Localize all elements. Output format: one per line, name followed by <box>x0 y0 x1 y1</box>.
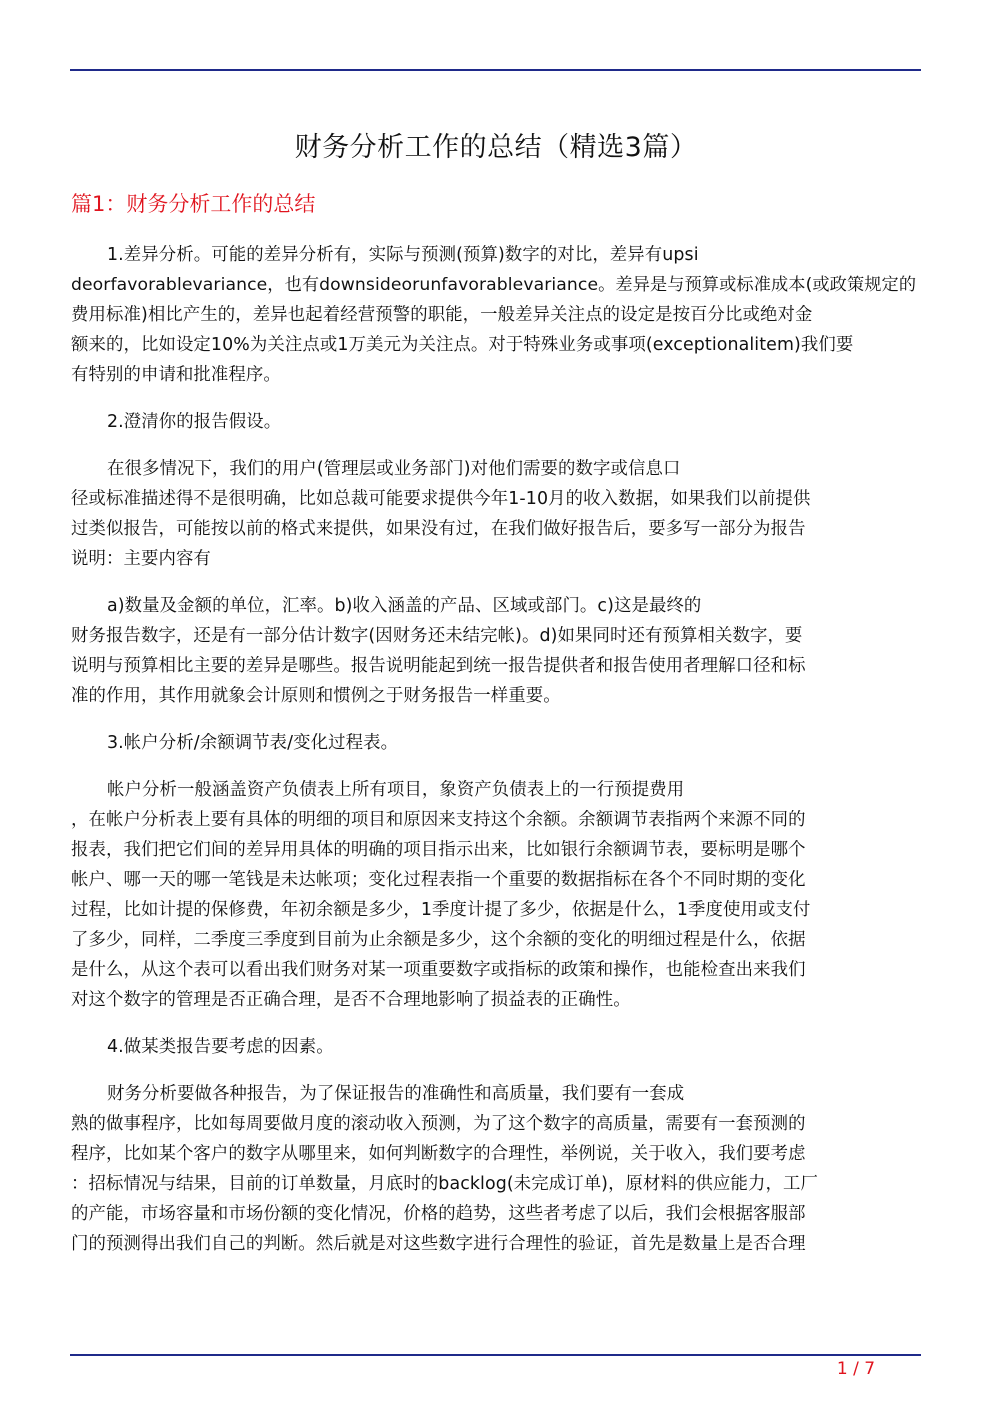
document-title: 财务分析工作的总结（精选3篇） <box>294 132 698 163</box>
paragraph-line: 过类似报告，可能按以前的格式来提供，如果没有过，在我们做好报告后，要多写一部分为报告 <box>71 519 806 539</box>
paragraph-line: 1.差异分析。可能的差异分析有，实际与预测(预算)数字的对比，差异有upsi <box>107 245 699 265</box>
paragraph-report-factors-heading <box>71 1032 921 1062</box>
paragraph-line: 程序，比如某个客户的数字从哪里来，如何判断数字的合理性，举例说，关于收入，我们要考虑 <box>71 1144 806 1164</box>
paragraph-line: 过程，比如计提的保修费，年初余额是多少，1季度计提了多少，依据是什么，1季度使用或支付 <box>71 900 811 920</box>
paragraph-report-factors <box>71 1079 921 1259</box>
paragraph-line: a)数量及金额的单位，汇率。b)收入涵盖的产品、区域或部门。c)这是最终的 <box>107 596 702 616</box>
paragraph-account-analysis-heading <box>71 728 921 758</box>
paragraph-line: deorfavorablevariance，也有downsideorunfavorablevariance。差异是与预算或标准成本(或政策规定的 <box>71 275 917 295</box>
paragraph-line: 4.做某类报告要考虑的因素。 <box>107 1037 334 1057</box>
paragraph-line: 在很多情况下，我们的用户(管理层或业务部门)对他们需要的数字或信息口 <box>107 459 681 479</box>
document-body <box>71 240 921 1276</box>
paragraph-line: 帐户、哪一天的哪一笔钱是未达帐项；变化过程表指一个重要的数据指标在各个不同时期的变化 <box>71 870 806 890</box>
paragraph-line: 2.澄清你的报告假设。 <box>107 412 282 432</box>
paragraph-line: 说明：主要内容有 <box>71 549 211 569</box>
paragraph-line: 帐户分析一般涵盖资产负债表上所有项目，象资产负债表上的一行预提费用 <box>107 780 685 800</box>
paragraph-line: 门的预测得出我们自己的判断。然后就是对这些数字进行合理性的验证，首先是数量上是否合理 <box>71 1234 806 1254</box>
footer-rule <box>70 1354 921 1356</box>
section-heading: 篇1：财务分析工作的总结 <box>71 192 316 216</box>
paragraph-line: 说明与预算相比主要的差异是哪些。报告说明能起到统一报告提供者和报告使用者理解口径和标 <box>71 656 806 676</box>
paragraph-line: 准的作用，其作用就象会计原则和惯例之于财务报告一样重要。 <box>71 686 561 706</box>
paragraph-line: 的产能，市场容量和市场份额的变化情况，价格的趋势，这些者考虑了以后，我们会根据客服部 <box>71 1204 806 1224</box>
paragraph-user-requirements <box>71 454 921 574</box>
paragraph-line: 对这个数字的管理是否正确合理，是否不合理地影响了损益表的正确性。 <box>71 990 631 1010</box>
header-rule <box>70 69 921 71</box>
paragraph-variance-analysis <box>71 240 921 390</box>
paragraph-line: ，在帐户分析表上要有具体的明细的项目和原因来支持这个余额。余额调节表指两个来源不同的 <box>71 810 806 830</box>
paragraph-line: 额来的，比如设定10%为关注点或1万美元为关注点。对于特殊业务或事项(exceptionalitem)我们要 <box>71 335 854 355</box>
paragraph-line: 财务分析要做各种报告，为了保证报告的准确性和高质量，我们要有一套成 <box>107 1084 685 1104</box>
paragraph-line: 财务报告数字，还是有一部分估计数字(因财务还未结完帐)。d)如果同时还有预算相关数字，要 <box>71 626 803 646</box>
paragraph-report-notes <box>71 591 921 711</box>
page-number: 1 / 7 <box>836 1359 876 1379</box>
paragraph-line: ：招标情况与结果，目前的订单数量，月底时的backlog(未完成订单)，原材料的供应能力，工厂 <box>71 1174 818 1194</box>
paragraph-line: 了多少，同样，二季度三季度到目前为止余额是多少，这个余额的变化的明细过程是什么，依据 <box>71 930 806 950</box>
paragraph-report-assumptions <box>71 407 921 437</box>
paragraph-line: 报表，我们把它们间的差异用具体的明确的项目指示出来，比如银行余额调节表，要标明是哪个 <box>71 840 806 860</box>
paragraph-line: 3.帐户分析/余额调节表/变化过程表。 <box>107 733 399 753</box>
paragraph-line: 费用标准)相比产生的，差异也起着经营预警的职能，一般差异关注点的设定是按百分比或绝对金 <box>71 305 813 325</box>
paragraph-line: 熟的做事程序，比如每周要做月度的滚动收入预测，为了这个数字的高质量，需要有一套预测的 <box>71 1114 806 1134</box>
paragraph-line: 径或标准描述得不是很明确，比如总裁可能要求提供今年1-10月的收入数据，如果我们以前提供 <box>71 489 811 509</box>
paragraph-account-analysis <box>71 775 921 1015</box>
paragraph-line: 是什么，从这个表可以看出我们财务对某一项重要数字或指标的政策和操作，也能检查出来我们 <box>71 960 806 980</box>
paragraph-line: 有特别的申请和批准程序。 <box>71 365 281 385</box>
